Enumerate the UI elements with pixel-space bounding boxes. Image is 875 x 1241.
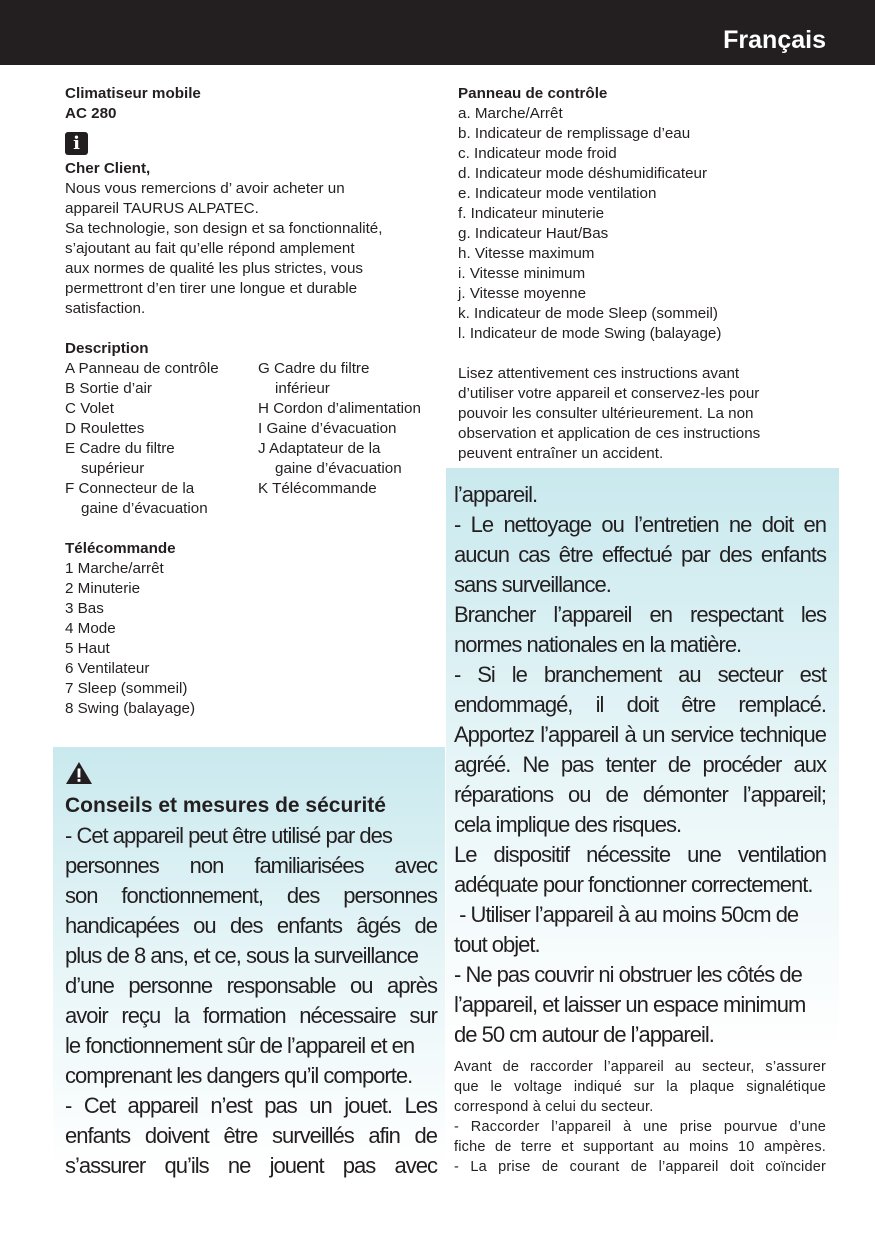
list-item: gaine d’évacuation (275, 460, 402, 477)
product-name: Climatiseur mobile (65, 85, 201, 102)
safety-title: Conseils et mesures de sécurité (65, 794, 386, 817)
list-item: 2 Minuterie (65, 580, 141, 597)
list-item: 3 Bas (65, 600, 104, 617)
list-item: 7 Sleep (sommeil) (65, 680, 188, 697)
list-item: f. Indicateur minuterie (458, 205, 605, 222)
list-item: 8 Swing (balayage) (65, 700, 196, 717)
list-item: supérieur (81, 460, 145, 477)
intro-text: Nous vous remercions d’ avoir acheter un appareil TAURUS ALPATEC. Sa technologie, son design et sa fonctionnalité, s’ajoutant au fait qu’elle répond amplement aux normes de qualité les plus strictes, vous permettront d’en tirer une longue et durable satisfaction. (65, 180, 383, 317)
remote-title: Télécommande (65, 540, 176, 557)
safety-panel-continued (446, 468, 839, 1053)
list-item: c. Indicateur mode froid (458, 145, 617, 162)
list-item: inférieur (275, 380, 330, 397)
safety-continued-text: l’appareil. - Le nettoyage ou l’entretien ne doit en aucun cas être effectué par des enfants sans surveillance. Brancher l’appareil en respectant les normes nationales en la matière. - Si le branchement au secteur est endommagé, il doit être remplacé. Apportez l’appareil à un service technique agréé. Ne pas tenter de procéder aux réparations ou de démonter l’appareil; cela implique des risques. Le dispositif nécessite une ventilation adéquate pour fonctionner correctement. - Utiliser l’appareil à au moins 50cm de tout objet. - Ne pas couvrir ni obstruer les côtés de l’appareil, et laisser un espace minimum de 50 cm autour de l’appareil. (454, 482, 826, 1047)
list-item: A Panneau de contrôle (65, 360, 219, 377)
list-item: b. Indicateur de remplissage d’eau (458, 125, 691, 142)
list-item: d. Indicateur mode déshumidificateur (458, 165, 708, 182)
left-column (65, 84, 445, 719)
product-model: AC 280 (65, 105, 117, 122)
list-item: a. Marche/Arrêt (458, 105, 563, 122)
list-item: C Volet (65, 400, 114, 417)
list-item: j. Vitesse moyenne (458, 285, 587, 302)
list-item: I Gaine d’évacuation (258, 420, 397, 437)
list-item: l. Indicateur de mode Swing (balayage) (458, 325, 722, 342)
page-header (0, 0, 875, 65)
list-item: J Adaptateur de la (258, 440, 381, 457)
list-item: e. Indicateur mode ventilation (458, 185, 657, 202)
control-panel-list (458, 104, 838, 344)
list-item: 6 Ventilateur (65, 660, 150, 677)
description-list (65, 359, 445, 519)
list-item: gaine d’évacuation (81, 500, 208, 517)
list-item: h. Vitesse maximum (458, 245, 595, 262)
list-item: D Roulettes (65, 420, 145, 437)
list-item: 4 Mode (65, 620, 116, 637)
info-icon: i (65, 132, 88, 155)
list-item: i. Vitesse minimum (458, 265, 586, 282)
list-item: B Sortie d’air (65, 380, 152, 397)
list-item: G Cadre du filtre (258, 360, 370, 377)
control-panel-title: Panneau de contrôle (458, 85, 608, 102)
list-item: k. Indicateur de mode Sleep (sommeil) (458, 305, 718, 322)
language-label: Français (723, 26, 826, 54)
list-item: E Cadre du filtre (65, 440, 175, 457)
list-item: 5 Haut (65, 640, 110, 657)
list-item: 1 Marche/arrêt (65, 560, 164, 577)
read-instructions-text: Lisez attentivement ces instructions avant d’utiliser votre appareil et conservez-les pour pouvoir les consulter ultérieurement. La non observation et application de ces instructions peuvent entraîner un accident. (458, 365, 761, 462)
safety-panel (53, 747, 445, 1178)
list-item: g. Indicateur Haut/Bas (458, 225, 609, 242)
greeting: Cher Client, (65, 160, 151, 177)
right-column (458, 84, 838, 464)
electrical-instructions: Avant de raccorder l’appareil au secteur, s’assurer que le voltage indiqué sur la plaque signalétique correspond à celui du secteur. - Raccorder l’appareil à une prise pourvue d’une fiche de terre et supportant au moins 10 ampères. - La prise de courant de l’appareil doit coïncider (454, 1059, 826, 1175)
warning-icon (65, 761, 93, 785)
list-item: K Télécommande (258, 480, 377, 497)
list-item: F Connecteur de la (65, 480, 195, 497)
list-item: H Cordon d’alimentation (258, 400, 421, 417)
description-title: Description (65, 340, 149, 357)
safety-text: - Cet appareil peut être utilisé par des personnes non familiarisées avec son fonctionnement, des personnes handicapées ou des enfants âgés de plus de 8 ans, et ce, sous la surveillance d’une personne responsable ou après avoir reçu la formation nécessaire sur le fonctionnement sûr de l’appareil et en comprenant les dangers qu’il comporte. - Cet appareil n’est pas un jouet. Les enfants doivent être surveillés afin de s’assurer qu’ils ne jouent pas avec (65, 823, 437, 1178)
remote-list (65, 559, 445, 719)
